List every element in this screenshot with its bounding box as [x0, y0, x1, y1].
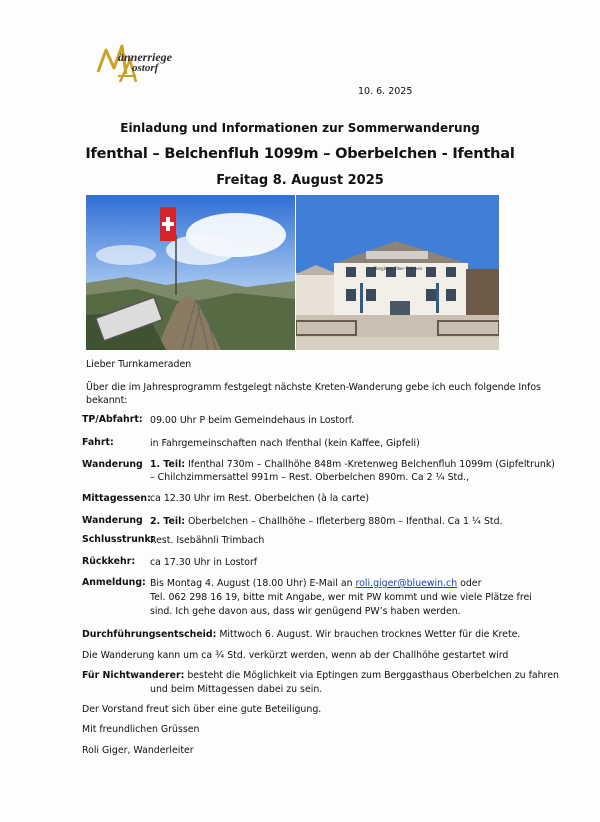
wanderung1-line1 [150, 458, 555, 472]
fahrt-value: in Fahrgemeinschaften nach Ifenthal (kein Kaffee, Gipfeli) [150, 438, 420, 449]
intro-line1: Über die im Jahresprogramm festgelegt nächste Kreten-Wanderung gebe ich euch folgende Infos [86, 382, 541, 393]
wanderung1-label: Wanderung [82, 459, 143, 470]
durchfuehrung-label: Durchführungsentscheid: [82, 629, 217, 640]
wanderung1-part: 1. Teil: [150, 459, 186, 470]
tp-label: TP/Abfahrt: [82, 414, 143, 425]
mittag-label: Mittagessen: [82, 493, 151, 504]
vorstand-text: Der Vorstand freut sich über eine gute Beteiligung. [82, 704, 322, 715]
anmeldung-label: Anmeldung: [82, 577, 146, 588]
anmeldung-line1 [150, 577, 481, 591]
rueck-label: Rückkehr: [82, 556, 136, 567]
heading-date: Freitag 8. August 2025 [216, 173, 384, 188]
inn-sign: Berghaus Ober-Belchen [374, 267, 422, 272]
fahrt-label: Fahrt: [82, 437, 114, 448]
tp-value: 09.00 Uhr P beim Gemeindehaus in Lostorf. [150, 415, 355, 426]
nichtwanderer-line1 [82, 669, 559, 683]
document-date: 10. 6. 2025 [358, 86, 413, 97]
wanderung2-line [150, 515, 503, 529]
anmeldung-text-pre: Bis Montag 4. August (18.00 Uhr) E-Mail an [150, 578, 356, 589]
nichtwanderer-label: Für Nichtwanderer: [82, 670, 185, 681]
wanderung1-text: Ifenthal 730m – Challhöhe 848m -Kretenweg Belchenfluh 1099m (Gipfeltrunk) [188, 459, 555, 470]
mittag-value: ca 12.30 Uhr im Rest. Oberbelchen (à la carte) [150, 493, 370, 504]
heading-route: Ifenthal – Belchenfluh 1099m – Oberbelchen - Ifenthal [85, 146, 515, 162]
heading-invitation: Einladung und Informationen zur Sommerwanderung [120, 121, 480, 135]
anmeldung-line2: Tel. 062 298 16 19, bitte mit Angabe, wer mit PW kommt und wie viele Plätze frei [150, 592, 532, 603]
nichtwanderer-line2: und beim Mittagessen dabei zu sein. [150, 684, 323, 695]
intro-line2: bekannt: [86, 395, 128, 406]
verkuerzt-text: Die Wanderung kann um ca ¾ Std. verkürzt werden, wenn ab der Challhöhe gestartet wird [82, 650, 509, 661]
logo-text-line1: ännerriege [118, 50, 172, 64]
logo-text-line2: ostorf [132, 62, 159, 74]
wanderung2-label: Wanderung [82, 515, 143, 526]
durchfuehrung-line [82, 628, 520, 642]
schluss-value: Rest. Isebähnli Trimbach [150, 535, 265, 546]
anmeldung-text-post: oder [457, 578, 482, 589]
greeting: Lieber Turnkameraden [86, 359, 192, 370]
wanderung2-text: Oberbelchen – Challhöhe – Ifleterberg 880m – Ifenthal. Ca 1 ¼ Std. [188, 516, 503, 527]
email-link[interactable]: roli.giger@bluewin.ch [355, 578, 458, 589]
durchfuehrung-value: Mittwoch 6. August. Wir brauchen trocknes Wetter für die Krete. [216, 629, 521, 640]
anmeldung-line3: sind. Ich gehe davon aus, dass wir genügend PW’s haben werden. [150, 606, 461, 617]
wanderung2-part: 2. Teil: [150, 516, 186, 527]
nichtwanderer-text: besteht die Möglichkeit via Eptingen zum Berggasthaus Oberbelchen zu fahren [184, 670, 559, 681]
signature: Roli Giger, Wanderleiter [82, 745, 194, 756]
gruss-text: Mit freundlichen Grüssen [82, 724, 200, 735]
wanderung1-line2: – Chilchzimmersattel 991m – Rest. Oberbelchen 890m. Ca 2 ¼ Std., [150, 472, 470, 483]
schluss-label: Schlusstrunk: [82, 534, 155, 545]
summit-photo [86, 195, 295, 350]
inn-photo [296, 195, 499, 350]
rueck-value: ca 17.30 Uhr in Lostorf [150, 557, 258, 568]
